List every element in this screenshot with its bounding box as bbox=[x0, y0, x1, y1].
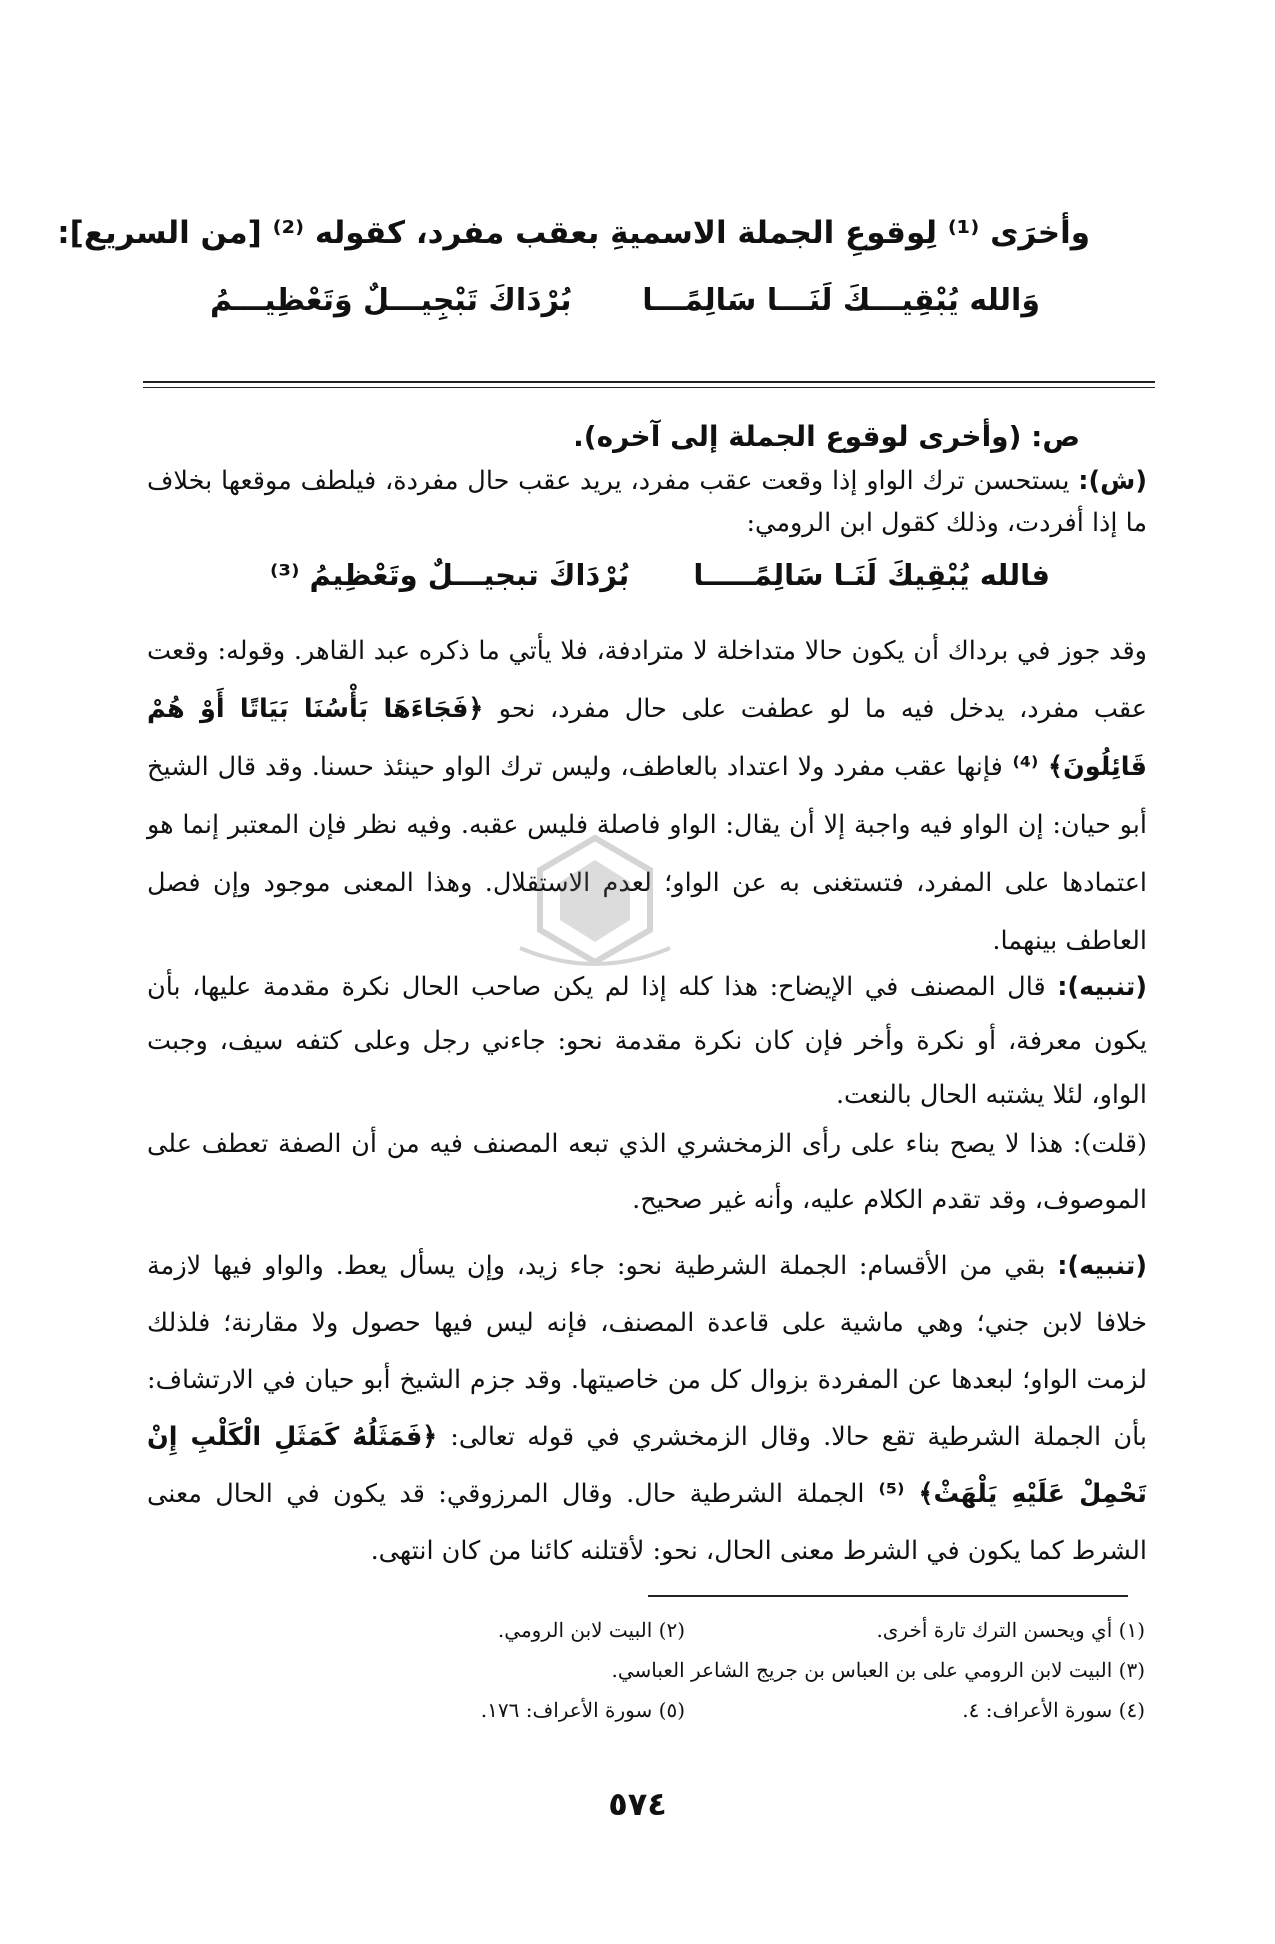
tanbih-text: قال المصنف في الإيضاح: هذا كله إذا لم يكن صاحب الحال نكرة مقدمة عليها، بأن يكون معرفة، أو نكرة وأخر فإن كان نكرة مقدمة نحو: جاءني رجل وعلى كتفه سيف، وجبت الواو، لئلا يشتبه الحال بالنعت. bbox=[147, 972, 1147, 1110]
verse-second-hemistich: بُرْدَاكَ تبجيـــلٌ وتَعْظِيمُ ⁽³⁾ bbox=[270, 558, 630, 592]
matn-verse bbox=[210, 283, 1040, 318]
footnotes bbox=[145, 1610, 1145, 1730]
sad-heading: ص: (وأخرى لوقوع الجملة إلى آخره). bbox=[573, 420, 1080, 453]
verse-second-hemistich: بُرْدَاكَ تَبْجِيـــلٌ وَتَعْظِيـــمُ bbox=[210, 283, 572, 318]
qult-label: (قلت): bbox=[1072, 1129, 1147, 1159]
tanbih-paragraph bbox=[147, 960, 1147, 1122]
sharh-label: (ش): bbox=[1078, 466, 1147, 496]
quran-quote: ﴿فَمَثَلُهُ كَمَثَلِ الْكَلْبِ إِنْ تَحْمِلْ عَلَيْهِ يَلْهَثْ﴾ ⁽⁵⁾ bbox=[147, 1422, 1147, 1509]
footnote-2: (٢) البيت لابن الرومي. bbox=[497, 1618, 685, 1642]
commentary-verse bbox=[270, 558, 1050, 592]
tanbih-text: بقي من الأقسام: الجملة الشرطية نحو: جاء زيد، وإن يسأل يعط. والواو فيها لازمة خلافا لابن جني؛ وهي ماشية على قاعدة المصنف، فإنه ليس فيها حصول ولا مقارنة؛ فلذلك لزمت الواو؛ لبعدها عن المفردة بزوال كل من خاصيتها. وقد جزم الشيخ أبو حيان في الارتشاف: بأن الجملة الشرطية تقع حالا. وقال الزمخشري في قوله تعالى: bbox=[147, 1251, 1147, 1452]
footnote-5: (٥) سورة الأعراف: ١٧٦. bbox=[480, 1698, 685, 1722]
matn-line: وأخرَى ⁽¹⁾ لِوقوعِ الجملة الاسميةِ بعقب مفرد، كقوله ⁽²⁾ [من السريع]: bbox=[57, 215, 1090, 251]
page-number: ٥٧٤ bbox=[608, 1785, 667, 1823]
separator-rule bbox=[143, 381, 1155, 383]
footnote-row bbox=[145, 1650, 1145, 1690]
paragraph-text: وقد جوز في برداك أن يكون حالا متداخلة لا مترادفة، فلا يأتي ما ذكره عبد القاهر. وقوله: وقعت عقب مفرد، يدخل فيه ما لو عطفت على حال مفرد، نحو bbox=[147, 636, 1147, 724]
verse-first-hemistich: فالله يُبْقِيكَ لَنَـا سَالِمًـــــا bbox=[693, 558, 1050, 592]
footnote-row bbox=[145, 1610, 1145, 1650]
footnote-4: (٤) سورة الأعراف: ٤. bbox=[962, 1698, 1145, 1722]
verse-first-hemistich: وَالله يُبْقِيـــكَ لَنَـــا سَالِمًـــا bbox=[642, 283, 1040, 318]
library-stamp-watermark bbox=[500, 830, 690, 970]
footnote-row bbox=[145, 1690, 1145, 1730]
tanbih-text-cont: الجملة الشرطية حال. وقال المرزوقي: قد يكون في الحال معنى الشرط كما يكون في الشرط معنى الحال، نحو: لأقتلنه كائنا من كان انتهى. bbox=[147, 1479, 1147, 1566]
quran-quote: ﴿فَجَاءَهَا بَأْسُنَا بَيَاتًا أَوْ هُمْ قَائِلُونَ﴾ ⁽⁴⁾ bbox=[147, 694, 1147, 782]
footnote-3: (٣) البيت لابن الرومي على بن العباس بن جريج الشاعر العباسي. bbox=[611, 1658, 1145, 1682]
footnote-1: (١) أي ويحسن الترك تارة أخرى. bbox=[876, 1618, 1145, 1642]
footnote-rule bbox=[648, 1595, 1128, 1597]
paragraph-text-cont: فإنها عقب مفرد ولا اعتداد بالعاطف، وليس ترك الواو حينئذ حسنا. وقد قال الشيخ أبو حيان: إن الواو فيه واجبة إلا أن يقال: الواو فاصلة فليس عقبه. وفيه نظر فإن المعتبر إنما هو اعتمادها على المفرد، فتستغنى به عن الواو؛ لعدم الاستقلال. وهذا المعنى موجود وإن فصل العاطف بينهما. bbox=[147, 752, 1147, 956]
separator-rule-thin bbox=[143, 387, 1155, 388]
tanbih-label: (تنبيه): bbox=[1057, 1251, 1147, 1281]
sharh-text: يستحسن ترك الواو إذا وقعت عقب مفرد، يريد عقب حال مفردة، فيلطف موقعها بخلاف ما إذا أفردت، وذلك كقول ابن الرومي: bbox=[147, 466, 1147, 538]
tanbih-label: (تنبيه): bbox=[1057, 972, 1147, 1002]
sharh-paragraph bbox=[147, 460, 1147, 544]
qult-paragraph bbox=[147, 1116, 1147, 1228]
qult-text: هذا لا يصح بناء على رأى الزمخشري الذي تبعه المصنف فيه من أن الصفة تعطف على الموصوف، وقد تقدم الكلام عليه، وأنه غير صحيح. bbox=[147, 1129, 1147, 1215]
tanbih-paragraph-2 bbox=[147, 1238, 1147, 1580]
